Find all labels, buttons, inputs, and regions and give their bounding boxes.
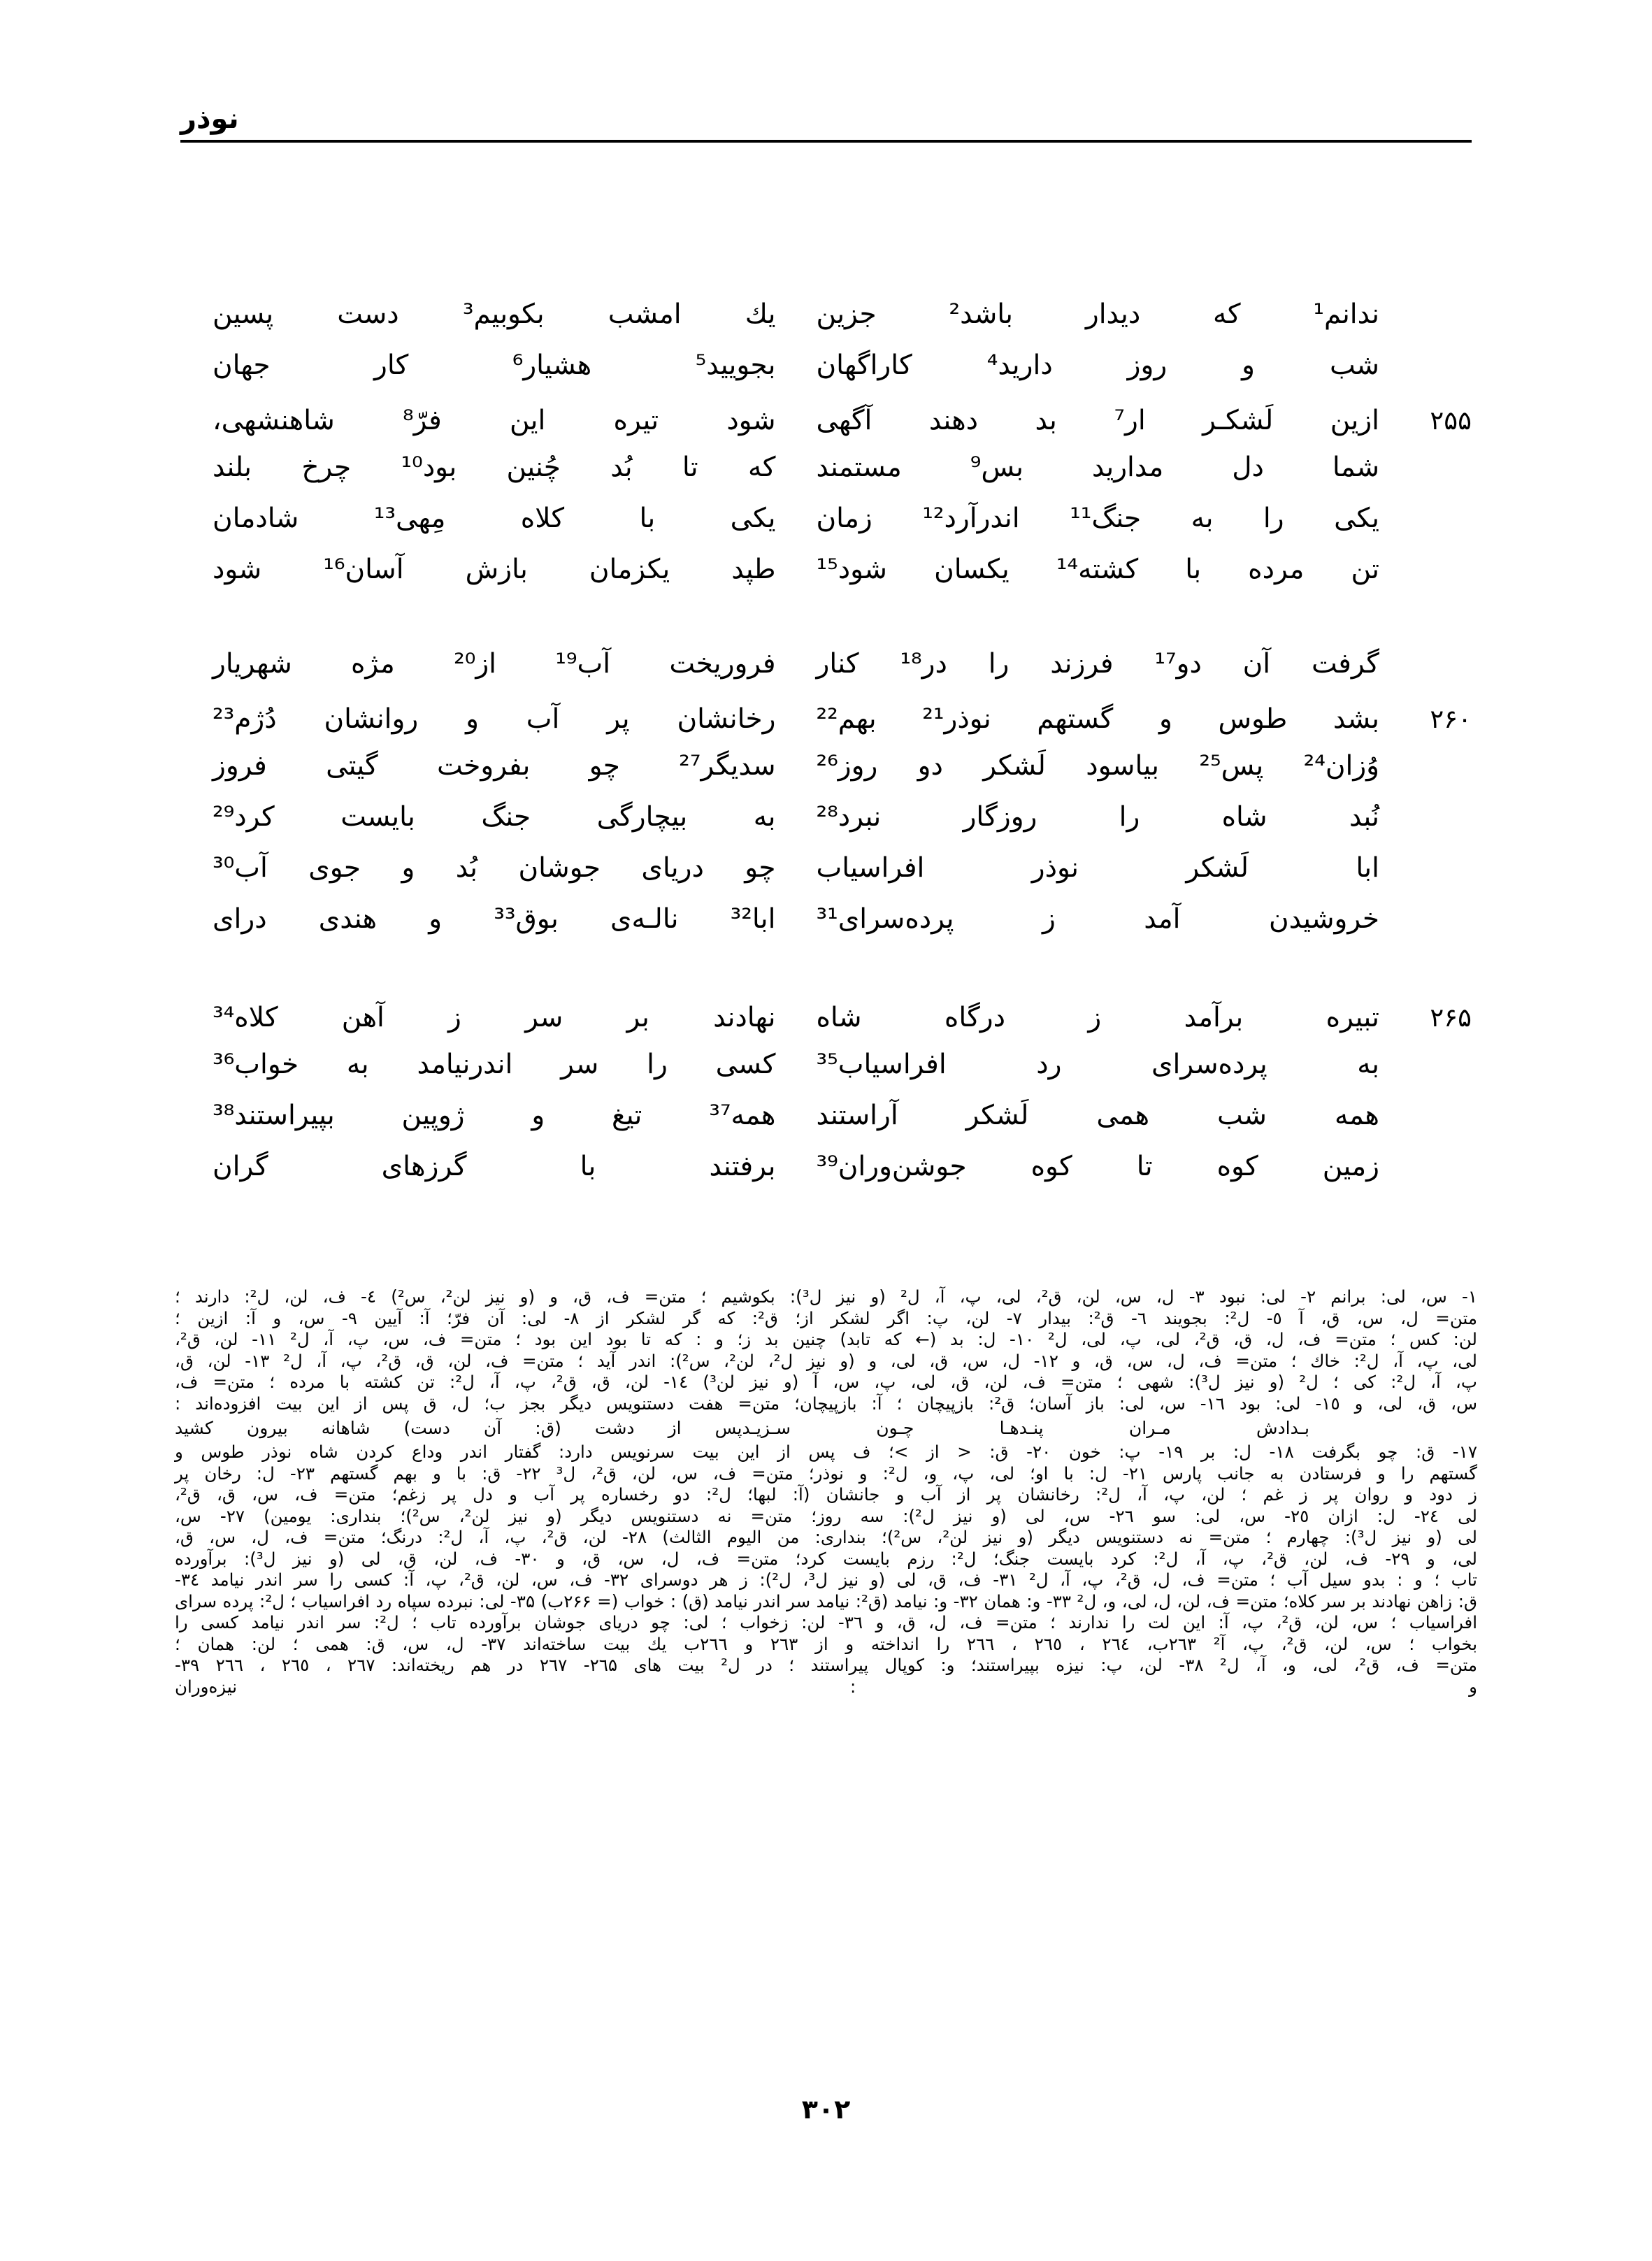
hemistich-first: به پرده‌سرای رد افراسیاب³⁵: [816, 1049, 1379, 1080]
hemistich-first: وُزان²⁴ پس²⁵ بیاسود لَشکر دو روز²⁶: [816, 750, 1379, 782]
verse-line: [180, 352, 1472, 403]
hemistich-first: شما دل مدارید بس⁹ مستمند: [816, 452, 1380, 483]
verse-number: ۲۶۵: [1430, 1003, 1472, 1033]
hemistich-first: خروشیدن آمد ز پرده‌سرای³¹: [816, 903, 1379, 935]
verse-number: [1379, 524, 1472, 527]
verse-line: [180, 854, 1472, 905]
verse-area: [180, 301, 1472, 1247]
hemistich-second: رخانشان پر آب و روانشان دُژم²³: [213, 703, 776, 735]
hemistich-second: که تا بُد چُنین بود¹⁰ چرخ بلند: [213, 452, 776, 483]
hemistich-second: ابا³² نالـه‌ی بوق³³ و هندی درای: [213, 903, 776, 935]
verse-number: [1379, 925, 1472, 928]
apparatus-line: لی، پ، آ، ل²: خاك ؛ متن= ف، ل، س، ق، و ۱۲- ل، س، ق، لی، و (و نیز ل²، لن²، س²): اندر آید ؛ متن= ف، لن، ق، ق²، پ، آ، ل² ۱۳- لن، ق،: [175, 1350, 1477, 1371]
verse-line: [180, 454, 1472, 505]
verse-block: [180, 1000, 1472, 1204]
hemistich-second: سدیگر²⁷ چو بفروخت گیتی فروز: [213, 750, 776, 782]
verse-line: [180, 1051, 1472, 1102]
verse-number: ۲۶۰: [1430, 704, 1472, 734]
hemistich-first: تبیره برآمد ز درگاه شاه: [816, 1002, 1379, 1033]
apparatus-line: تاب ؛ و : بدو سیل آب ؛ متن= ف، ل، ق²، پ، آ، ل² ۳۱- ف، ق، لی (و نیز ل³، ل²): ز هر دوسرای ۳۲- ف، س، لن، ق²، پ، آ: کسی را سر اندر نیامد ۳٤-: [175, 1570, 1477, 1591]
verse-line: [180, 701, 1472, 752]
hemistich-second: یك امشب بکوبیم³ دست پسین: [213, 299, 776, 330]
verse-line: [180, 1102, 1472, 1153]
hemistich-first: شب و روز دارید⁴ کاراگهان: [816, 350, 1379, 381]
hemistich-second: چو دریای جوشان بُد و جوی آب³⁰: [213, 852, 776, 884]
apparatus-line: متن= ف، ق²، لی، و، آ، ل² ۳۸- لن، پ: نیزه بپیراستند؛ و: کوپال پیراستند ؛ در ل² بیت های ۲٦۵- ۲٦۷ در هم ریخته‌اند: ۲٦۷ ، ۲٦٥ ، ۲٦٦ ۳۹-: [175, 1655, 1478, 1676]
apparatus-line: و : نیزه‌وران: [175, 1676, 1477, 1697]
running-head: [180, 105, 1472, 143]
hemistich-first: نُبد شاه را روزگار نبرد²⁸: [816, 801, 1379, 833]
critical-apparatus: [175, 1286, 1477, 1697]
hemistich-first: بشد طوس و گستهم نوذر²¹ بهم²²: [816, 703, 1379, 735]
verse-number: [1379, 874, 1472, 877]
hemistich-second: شود تیره این فرّ⁸ شاهنشهی،: [213, 405, 776, 436]
verse-line: [180, 752, 1472, 803]
hemistich-second: کسی را سر اندرنیامد به خواب³⁶: [213, 1049, 776, 1080]
apparatus-line: پ، آ، ل²: کی ؛ ل² (و نیز ل³): شهی ؛ متن= ف، لن، ق، لی، پ، س، آ (و نیز لن³) ۱٤- لن، ق، ق²، پ، آ، ل²: تن کشته با مرده ؛ متن= ف،: [175, 1372, 1477, 1392]
apparatus-line: افراسیاب ؛ س، لن، ق²، پ، آ: این لت را ندارند ؛ متن= ف، ل، ق، و ۳٦- لن: زخواب ؛ لی: چو دریای جوشان برآورده تاب ؛ ل²: سر اندر نیامد کسی را: [175, 1612, 1478, 1633]
hemistich-first: گرفت آن دو¹⁷ فرزند را در¹⁸ کنار: [816, 648, 1379, 680]
apparatus-line: لی (و نیز ل³): چهارم ؛ متن= نه دستنویس دیگر (و نیز لن²، س²)؛ بنداری: من الیوم الثالث) ۲۸- لن، ق²، پ، آ، ل²: درنگ؛ متن= ف، ل، س، ق،: [175, 1527, 1478, 1548]
verse-line: [180, 1000, 1472, 1051]
verse-number: [1379, 1121, 1472, 1124]
verse-line: [180, 556, 1472, 607]
apparatus-verse-first: بـدادش مـران پنـدهـا چـون سـزیـد: [742, 1418, 1309, 1438]
verse-number: [1379, 320, 1472, 323]
hemistich-second: یکی با کلاه مِهی¹³ شادمان: [213, 503, 776, 534]
verse-number: [1379, 473, 1472, 476]
hemistich-first: ندانم¹ که دیدار باشد² جزین: [816, 299, 1379, 330]
hemistich-second: فروریخت آب¹⁹ از²⁰ مژه شهریار: [213, 648, 776, 680]
hemistich-first: همه شب همی لَشکر آراستند: [816, 1100, 1379, 1131]
apparatus-line: ۱- س، لی: برانم ۲- لی: نبود ۳- ل، س، لن، ق²، لی، پ، آ، ل² (و نیز ل³): بکوشیم ؛ متن= ف، ق، و (و نیز لن²، س²) ٤- ف، لن، ل²: دارند ؛: [175, 1286, 1478, 1307]
apparatus-line: ز دود و روان پر ز غم ؛ لن، پ، آ، ل²: رخانشان پر از آب و جانشان (آ: لبها؛ ل²: دو رخساره پر آب و دل پر زغم؛ متن= ف، س، ق، ق²،: [175, 1484, 1477, 1505]
hemistich-first: ازین لَشکـر ار⁷ بد دهند آگهی: [816, 405, 1379, 436]
verse-line: [180, 650, 1472, 701]
running-head-title: نوذر: [180, 103, 239, 135]
hemistich-second: طپد یکزمان بازش آسان¹⁶ شود: [213, 554, 776, 585]
apparatus-line: لن: کس ؛ متن= ف، ل، ق، ق²، لی، پ، لی، ل² ۱۰- ل: بد (← که تابد) چنین بد ز؛ و : که تا بود این بود ؛ متن= ف، س، پ، آ، ل² ۱۱- لن، ق²،: [175, 1329, 1477, 1349]
verse-line: [180, 301, 1472, 352]
verse-number: [1379, 1172, 1472, 1175]
verse-line: [180, 505, 1472, 556]
hemistich-second: برفتند با گرزهای گران: [213, 1151, 776, 1182]
hemistich-second: همه³⁷ تیغ و ژوپین بپیراستند³⁸: [213, 1100, 776, 1131]
verse-line: [180, 1153, 1472, 1204]
verse-number: [1379, 371, 1472, 374]
spacer: [1309, 1417, 1477, 1439]
verse-number: [1379, 1070, 1472, 1073]
apparatus-line: لی ۲٤- ل: ازان ۲٥- س، لی: سو ۲٦- س، لی (و نیز ل²): سه روز؛ متن= نه دستنویس دیگر (و نیز لن²، س²)؛ بنداری: یومین) ۲۷- س،: [175, 1505, 1477, 1526]
verse-line: [180, 403, 1472, 454]
verse-number: ۲۵۵: [1430, 405, 1472, 436]
hemistich-first: زمین کوه تا کوه جوشن‌وران³⁹: [816, 1151, 1379, 1182]
hemistich-first: یکی را به جنگ¹¹ اندرآرد¹² زمان: [816, 503, 1379, 534]
hemistich-second: به بیچارگی جنگ بایست کرد²⁹: [213, 801, 776, 833]
verse-block: [180, 301, 1472, 607]
apparatus-line: ق: زاهن نهادند بر سر کلاه؛ متن= ف، لن، ل، لی، و، ل² ۳۳- و: همان ۳۲- و: نیامد (ق²: نیامد سر اندر نیامد (ق) : خواب (= ۲۶۶ب) ۳۵- لی: نبرده سپاه رد افراسیاب ؛ ل²: پرده سرای: [175, 1591, 1477, 1612]
apparatus-line: ۱۷- ق: چو بگرفت ۱۸- ل: بر ۱۹- پ: خون ۲۰- ق: < از >؛ ف پس از این بیت سرنویس دارد: گفتار اندر وداع کردن شاه نوذر طوس و: [175, 1442, 1477, 1463]
hemistich-first: ابا لَشکر نوذر افراسیاب: [816, 852, 1379, 884]
verse-block: [180, 650, 1472, 956]
verse-number: [1379, 772, 1472, 775]
apparatus-line: متن= ل، س، ق، آ ٥- ل²: بجویند ٦- ق²: بیدار ٧- لن، پ: اگر لشکر از؛ ق²: که گر لشکر از ٨- لی: آن فرّ؛ آ: آیین ٩- س، و آ: ازین ؛: [175, 1307, 1477, 1328]
verse-line: [180, 803, 1472, 854]
verse-line: [180, 905, 1472, 956]
page-number: ۳۰۲: [801, 2094, 851, 2125]
hemistich-second: نهادند بر سر ز آهن کلاه³⁴: [213, 1002, 776, 1033]
apparatus-line: گستهم را و فرستادن به جانب پارس ۲۱- ل: با او؛ لی، پ، و، ل²: و نوذر؛ متن= ف، س، لن، ق²، ل³ ۲۲- ق: با و بهم گستهم ۲۳- ل: رخان پر: [175, 1463, 1478, 1484]
apparatus-inset-verse: [175, 1417, 1477, 1439]
apparatus-line: لی، و ۲۹- ف، لن، ق²، پ، آ، ل²: کرد بایست جنگ؛ ل²: رزم بایست کرد؛ متن= ف، ل، س، ق، و ۳۰- ف، لن، ق، لی (و نیز ل³): برآورده: [175, 1548, 1478, 1569]
apparatus-verse-second: پس از دشت (ق: آن دست) شاهانه بیرون کشید: [175, 1418, 742, 1438]
apparatus-line: بخواب ؛ س، لن، ق²، پ، آ² ۲٦۳ب، ۲٦٤ ، ۲٦٥ ، ۲٦٦ را انداخته و از ۲٦۳ و ۲٦٦ب یك بیت ساخته‌اند ۳۷- ل، س، ق: همی ؛ لن: همان ؛: [175, 1633, 1478, 1654]
verse-number: [1379, 670, 1472, 673]
hemistich-first: تن مرده با کشته¹⁴ یکسان شود¹⁵: [816, 554, 1379, 585]
apparatus-line: س، ق، لی، و ۱٥- لی: بود ۱٦- س، لی: باز آسان؛ ق²: بازپیچان ؛ آ: بازپیچان؛ متن= هفت دستنویس دیگر بجز ب؛ ل، ق پس از این بیت افزوده‌اند :: [175, 1393, 1477, 1414]
verse-number: [1379, 575, 1472, 578]
header-divider: [180, 140, 1472, 143]
hemistich-second: بجویید⁵ هشیار⁶ کار جهان: [213, 350, 776, 381]
verse-number: [1379, 823, 1472, 826]
